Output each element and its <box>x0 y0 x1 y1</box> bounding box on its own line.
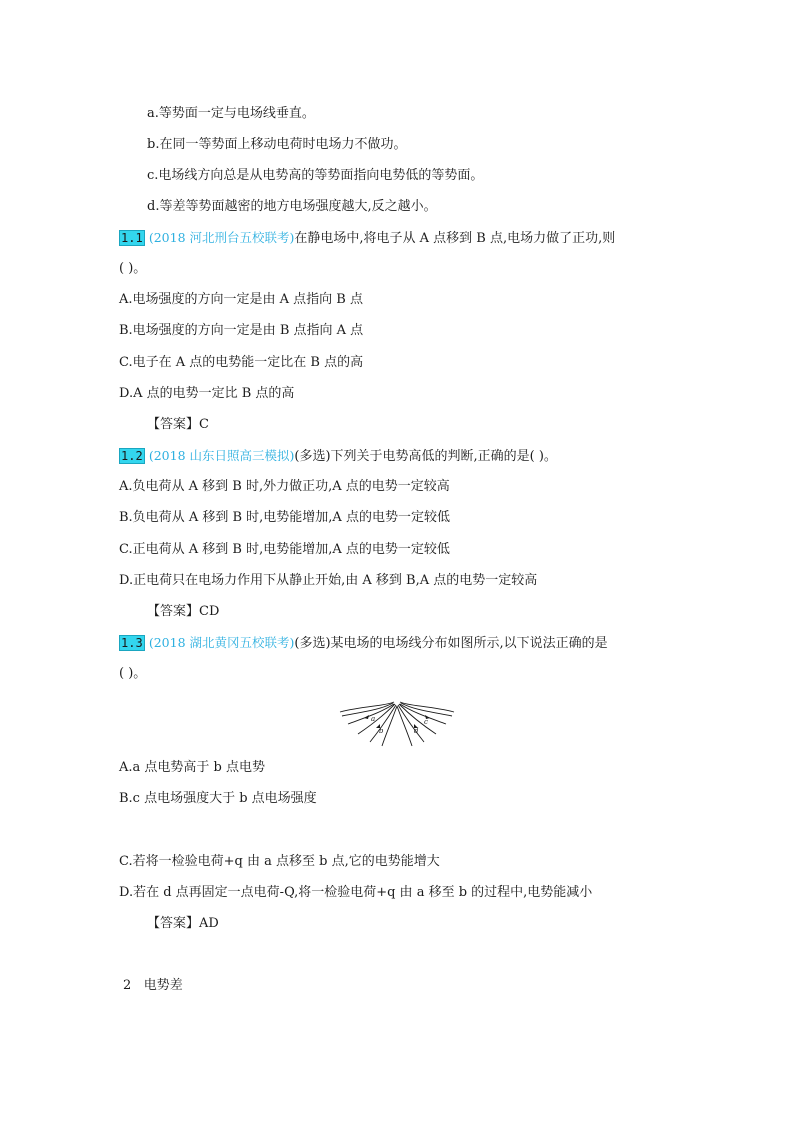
section-title: 电势差 <box>143 978 183 993</box>
question-source: (2018 河北刑台五校联考) <box>148 230 295 245</box>
field-line <box>400 702 454 712</box>
note-a: a.等势面一定与电场线垂直。 <box>147 106 315 121</box>
figure-label-b: b <box>379 727 384 735</box>
option-d: D.正电荷只在电场力作用下从静止开始,由 A 移到 B,A 点的电势一定较高 <box>119 573 538 588</box>
section-heading <box>123 978 183 994</box>
note-b: b.在同一等势面上移动电荷时电场力不做功。 <box>147 137 407 152</box>
question-1-3-header <box>119 635 608 652</box>
option-d: D.A 点的电势一定比 B 点的高 <box>119 386 295 401</box>
question-stem-continued: ( )。 <box>119 666 147 681</box>
option-a: A.负电荷从 A 移到 B 时,外力做正功,A 点的电势一定较高 <box>119 479 450 494</box>
answer: 【答案】AD <box>147 916 219 931</box>
question-number-tag: 1.2 <box>121 449 143 463</box>
question-source: (2018 湖北黄冈五校联考) <box>148 635 295 650</box>
question-stem: (多选)某电场的电场线分布如图所示,以下说法正确的是 <box>294 636 608 651</box>
field-line <box>397 706 412 746</box>
option-a: A.a 点电势高于 b 点电势 <box>119 760 265 775</box>
electric-field-lines-figure <box>338 700 456 748</box>
question-1-2-header <box>119 448 557 465</box>
question-1-1-header <box>119 230 615 247</box>
question-stem: (多选)下列关于电势高低的判断,正确的是( )。 <box>294 449 557 464</box>
field-line <box>370 705 396 742</box>
question-stem-continued: ( )。 <box>119 261 147 276</box>
question-source: (2018 山东日照高三模拟) <box>148 448 295 463</box>
arrow-icon <box>364 715 369 719</box>
figure-label-a: a <box>371 715 376 723</box>
question-number-tag: 1.3 <box>121 636 143 650</box>
option-b: B.负电荷从 A 移到 B 时,电势能增加,A 点的电势一定较低 <box>119 510 450 525</box>
figure-label-c: c <box>424 718 428 726</box>
question-number-tag: 1.1 <box>121 231 143 245</box>
option-d: D.若在 d 点再固定一点电荷-Q,将一检验电荷+q 由 a 移至 b 的过程中,电势能减小 <box>119 885 593 900</box>
field-line <box>340 702 394 712</box>
field-line <box>382 706 397 746</box>
option-a: A.电场强度的方向一定是由 A 点指向 B 点 <box>119 292 363 307</box>
option-b: B.电场强度的方向一定是由 B 点指向 A 点 <box>119 323 364 338</box>
option-c: C.电子在 A 点的电势能一定比在 B 点的高 <box>119 355 364 370</box>
option-c: C.若将一检验电荷+q 由 a 点移至 b 点,它的电势能增大 <box>119 854 440 869</box>
question-stem: 在静电场中,将电子从 A 点移到 B 点,电场力做了正功,则 <box>294 231 616 246</box>
option-c: C.正电荷从 A 移到 B 时,电势能增加,A 点的电势一定较低 <box>119 542 450 557</box>
note-d: d.等差等势面越密的地方电场强度越大,反之越小。 <box>147 199 437 214</box>
option-b: B.c 点电场强度大于 b 点电场强度 <box>119 791 317 806</box>
field-line <box>398 705 424 742</box>
section-number: 2 <box>123 978 132 993</box>
note-c: c.电场线方向总是从电势高的等势面指向电势低的等势面。 <box>147 168 484 183</box>
answer: 【答案】CD <box>147 604 220 619</box>
answer: 【答案】C <box>147 417 209 432</box>
figure-label-d: d <box>414 727 419 735</box>
